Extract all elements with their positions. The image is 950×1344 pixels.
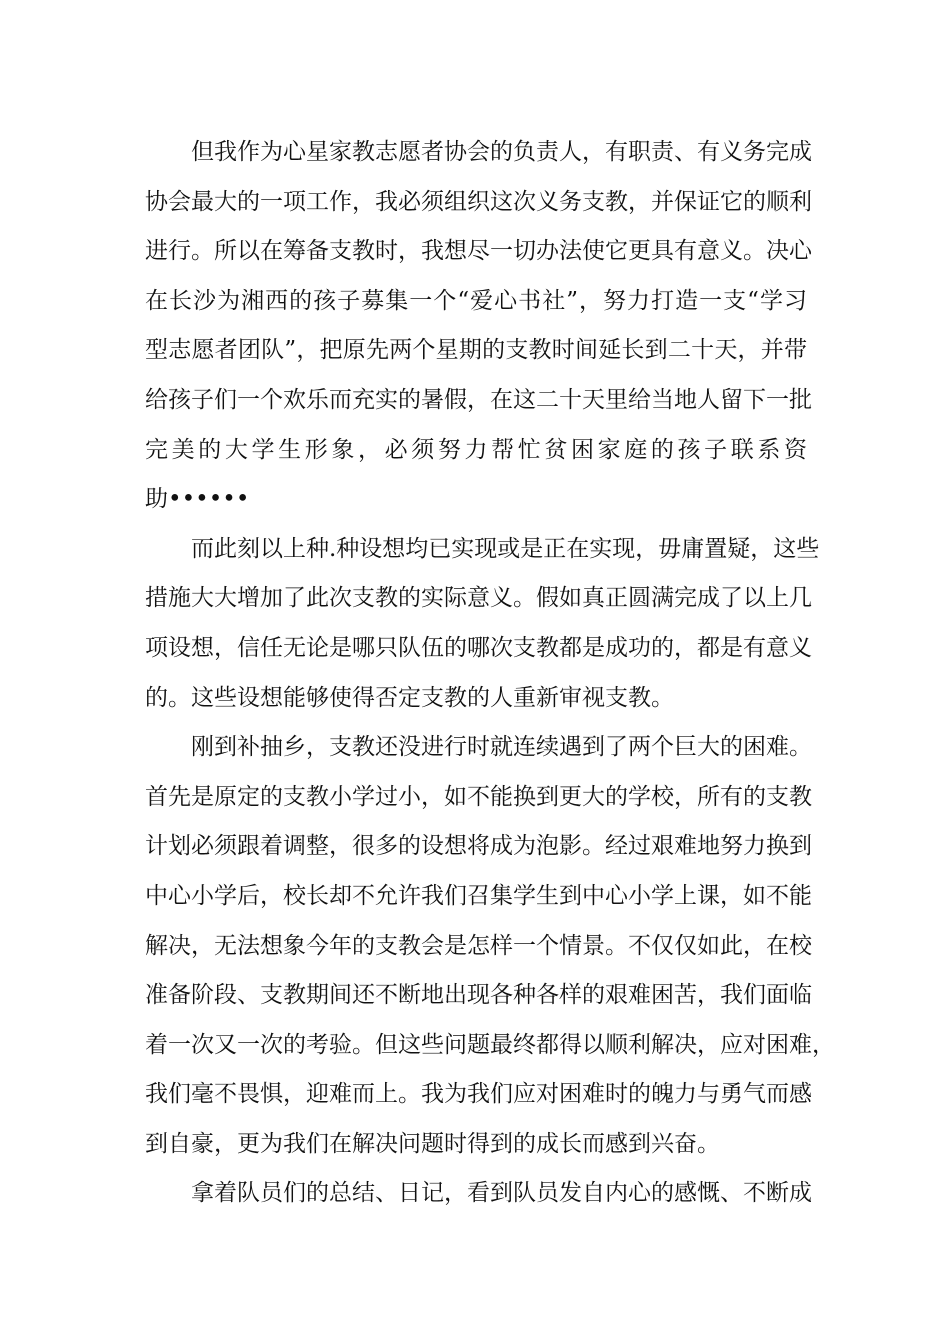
paragraph-2-line-1: 而此刻以上种.种设想均已实现或是正在实现，毋庸置疑，这些	[191, 535, 820, 562]
paragraph-1-line-2: 协会最大的一项工作，我必须组织这次义务支教，并保证它的顺利	[145, 188, 812, 215]
paragraph-1-line-8: 助••••••	[145, 486, 250, 513]
paragraph-1-line-1: 但我作为心星家教志愿者协会的负责人，有职责、有义务完成	[191, 139, 812, 165]
paragraph-3-line-3: 计划必须跟着调整，很多的设想将成为泡影。经过艰难地努力换到	[145, 833, 812, 860]
paragraph-3-line-4: 中心小学后，校长却不允许我们召集学生到中心小学上课，如不能	[145, 882, 812, 909]
paragraph-2-line-2: 措施大大增加了此次支教的实际意义。假如真正圆满完成了以上几	[145, 585, 812, 612]
paragraph-3-line-9: 到自豪，更为我们在解决问题时得到的成长而感到兴奋。	[145, 1130, 720, 1157]
paragraph-4-line-1: 拿着队员们的总结、日记，看到队员发自内心的感慨、不断成	[191, 1180, 812, 1207]
paragraph-1-line-4: 在长沙为湘西的孩子募集一个“爱心书社”，努力打造一支“学习	[145, 287, 807, 314]
paragraph-1-line-5: 型志愿者团队”，把原先两个星期的支教时间延长到二十天，并带	[145, 337, 807, 364]
paragraph-3-line-6: 准备阶段、支教期间还不断地出现各种各样的艰难困苦，我们面临	[145, 982, 812, 1009]
paragraph-3-line-8: 我们毫不畏惧，迎难而上。我为我们应对困难时的魄力与勇气而感	[145, 1081, 812, 1108]
paragraph-3-line-1: 刚到补抽乡，支教还没进行时就连续遇到了两个巨大的困难。	[191, 734, 812, 761]
paragraph-1-line-7: 完美的大学生形象，必须努力帮忙贫困家庭的孩子联系资	[145, 436, 807, 463]
paragraph-3-line-2: 首先是原定的支教小学过小，如不能换到更大的学校，所有的支教	[145, 783, 812, 810]
paragraph-1-line-3: 进行。所以在筹备支教时，我想尽一切办法使它更具有意义。决心	[145, 238, 812, 265]
paragraph-2-line-3: 项设想，信任无论是哪只队伍的哪次支教都是成功的，都是有意义	[145, 634, 812, 661]
paragraph-3-line-5: 解决，无法想象今年的支教会是怎样一个情景。不仅仅如此，在校	[145, 932, 812, 959]
paragraph-3-line-7: 着一次又一次的考验。但这些问题最终都得以顺利解决，应对困难，	[145, 1031, 835, 1058]
document-body	[145, 128, 835, 1219]
paragraph-2-line-4: 的。这些设想能够使得否定支教的人重新审视支教。	[145, 684, 674, 711]
paragraph-1-line-6: 给孩子们一个欢乐而充实的暑假，在这二十天里给当地人留下一批	[145, 386, 812, 413]
